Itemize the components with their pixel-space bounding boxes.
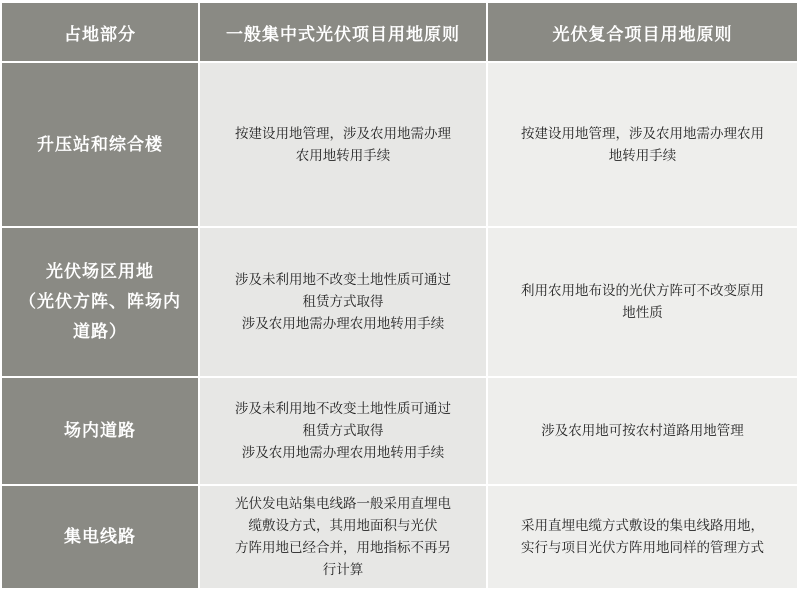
row-composite-cell — [488, 228, 797, 378]
cell-line: 涉及未利用地不改变土地性质可通过 — [235, 272, 451, 288]
cell-line: 租赁方式取得 — [302, 423, 384, 439]
cell-line: 集电线路 — [64, 527, 136, 547]
header-composite: 光伏复合项目用地原则 — [488, 3, 797, 63]
cell-line: 涉及农用地需办理农用地转用手续 — [241, 445, 445, 461]
cell-line: 租赁方式取得 — [302, 294, 384, 310]
row-composite-cell — [488, 63, 797, 228]
cell-line: 农用地转用手续 — [295, 147, 391, 164]
cell-line: 升压站和综合楼 — [37, 134, 163, 155]
cell-line: 采用直埋电缆方式敷设的集电线路用地， — [521, 518, 764, 534]
cell-line: 按建设用地管理，涉及农用地需办理 — [235, 125, 451, 142]
table-row — [2, 378, 797, 486]
cell-line: 地性质 — [622, 305, 663, 321]
cell-line: （光伏方阵、阵场内 — [19, 292, 181, 312]
cell-line: 涉及未利用地不改变土地性质可通过 — [235, 401, 451, 417]
row-composite-cell — [488, 486, 797, 590]
cell-line: 方阵用地已经合并，用地指标不再另 — [235, 540, 451, 556]
header-part: 占地部分 — [2, 3, 200, 63]
cell-line: 涉及农用地可按农村道路用地管理 — [541, 423, 744, 439]
cell-line: 场内道路 — [64, 421, 136, 441]
cell-line: 利用农用地布设的光伏方阵可不改变原用 — [521, 283, 764, 299]
cell-line: 光伏发电站集电线路一般采用直埋电 — [235, 496, 451, 512]
row-part-cell — [2, 228, 200, 378]
row-composite-cell — [488, 378, 797, 486]
row-general-cell — [200, 63, 488, 228]
cell-line: 行计算 — [322, 562, 364, 578]
row-part-cell — [2, 63, 200, 228]
cell-line: 缆敷设方式，其用地面积与光伏 — [248, 518, 438, 534]
cell-line: 涉及农用地需办理农用地转用手续 — [241, 316, 445, 332]
cell-line: 按建设用地管理，涉及农用地需办理农用 — [521, 125, 764, 142]
cell-line: 道路） — [73, 322, 127, 342]
header-row — [2, 3, 797, 63]
row-general-cell — [200, 378, 488, 486]
cell-line: 实行与项目光伏方阵用地同样的管理方式 — [521, 540, 764, 556]
land-use-table — [2, 3, 797, 590]
table-row — [2, 486, 797, 590]
table-row — [2, 228, 797, 378]
cell-line: 光伏场区用地 — [46, 262, 154, 282]
header-general: 一般集中式光伏项目用地原则 — [200, 3, 488, 63]
table-row — [2, 63, 797, 228]
cell-line: 地转用手续 — [608, 147, 677, 164]
row-part-cell — [2, 486, 200, 590]
row-general-cell — [200, 228, 488, 378]
row-part-cell — [2, 378, 200, 486]
row-general-cell — [200, 486, 488, 590]
